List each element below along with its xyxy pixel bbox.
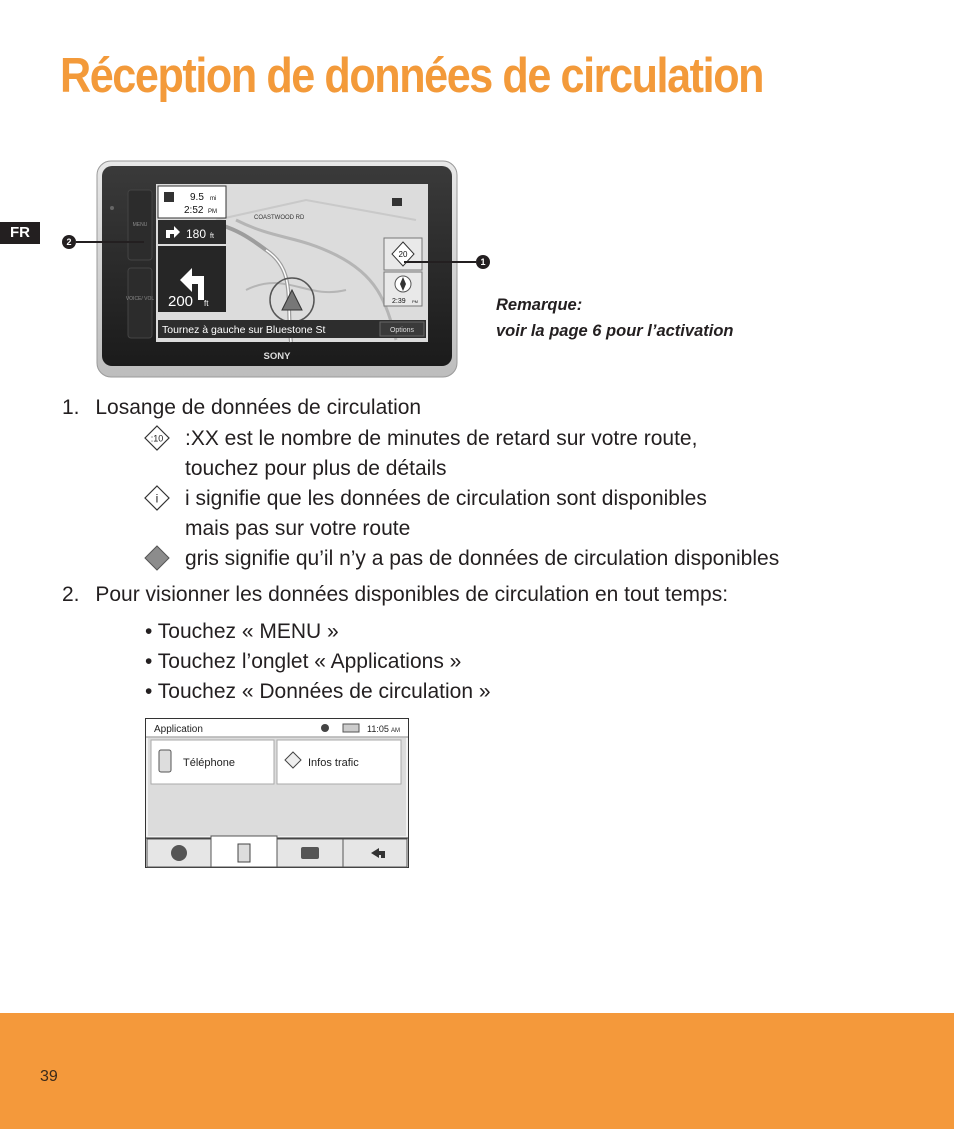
list-number: 1.	[62, 396, 80, 419]
next-turn-unit: ft	[210, 233, 214, 240]
bluetooth-icon	[321, 724, 329, 732]
list-number: 2.	[62, 583, 80, 606]
bullet-applications: • Touchez l’onglet « Applications »	[145, 650, 462, 673]
traffic-diamond-value[interactable]: 20	[398, 250, 408, 259]
unavailable-description: gris signifie qu’il n’y a pas de données de circulation disponibles	[185, 547, 780, 570]
traffic-info-button-label: Infos trafic	[308, 757, 359, 769]
traffic-unavailable-icon	[143, 544, 171, 572]
svg-text:i: i	[155, 491, 159, 506]
callout-1: 1	[476, 255, 490, 269]
phone-icon	[159, 750, 171, 772]
bullet-list	[145, 617, 491, 707]
svg-text::10: :10	[150, 433, 164, 444]
note-heading: Remarque:	[496, 296, 583, 314]
bullet-menu: • Touchez « MENU »	[145, 620, 339, 643]
delay-description: :XX est le nombre de minutes de retard sur votre route, touchez pour plus de détails	[185, 427, 698, 480]
language-tab: FR	[0, 222, 40, 244]
voice-side-label[interactable]: VOICE/ VOL	[125, 296, 155, 302]
eta-ampm: PM	[412, 299, 418, 304]
eta-time: 2:39	[392, 298, 406, 305]
list-item-2	[62, 580, 728, 610]
page-title: Réception de données de circulation	[60, 49, 764, 103]
callout-1-line	[404, 261, 476, 263]
info-description: i signifie que les données de circulation sont disponibles mais pas sur votre route	[185, 487, 707, 540]
arrival-time: 2:52	[184, 205, 204, 216]
app-time-ampm: AM	[391, 728, 400, 734]
traffic-info-icon	[143, 484, 171, 512]
page-number: 39	[40, 1068, 58, 1085]
list-item-1	[62, 393, 421, 423]
instruction-text: Tournez à gauche sur Bluestone St	[162, 324, 326, 336]
note-text: voir la page 6 pour l’activation	[496, 322, 734, 340]
phone-button-label: Téléphone	[183, 757, 235, 769]
battery-icon	[343, 724, 359, 732]
arrival-ampm: PM	[208, 209, 217, 215]
list-text: Pour visionner les données disponibles de circulation en tout temps:	[95, 583, 729, 606]
brand-logo: SONY	[263, 351, 291, 362]
distance-value: 9.5	[190, 192, 204, 203]
list-text: Losange de données de circulation	[95, 396, 422, 419]
activation-note	[496, 292, 733, 344]
distance-unit: mi	[210, 196, 217, 202]
applications-icon	[238, 844, 250, 862]
turn-unit: ft	[204, 299, 209, 308]
next-turn-distance: 180	[186, 227, 207, 241]
application-screen	[145, 718, 409, 868]
page-footer	[0, 1013, 954, 1129]
traffic-delay-icon	[143, 424, 171, 452]
app-time: 11:05	[367, 724, 389, 734]
app-header-title: Application	[154, 724, 203, 735]
bullet-traffic-data: • Touchez « Données de circulation »	[145, 680, 491, 703]
street-label: COASTWOOD RD	[254, 215, 305, 221]
navigation-icon	[171, 845, 187, 861]
turn-distance: 200	[168, 293, 194, 310]
callout-2: 2	[62, 235, 76, 249]
callout-2-line	[76, 241, 144, 243]
toolbox-icon	[301, 847, 319, 859]
gps-device-illustration	[96, 160, 458, 378]
options-button[interactable]: Options	[389, 327, 415, 334]
menu-side-label[interactable]: MENU	[132, 222, 148, 228]
